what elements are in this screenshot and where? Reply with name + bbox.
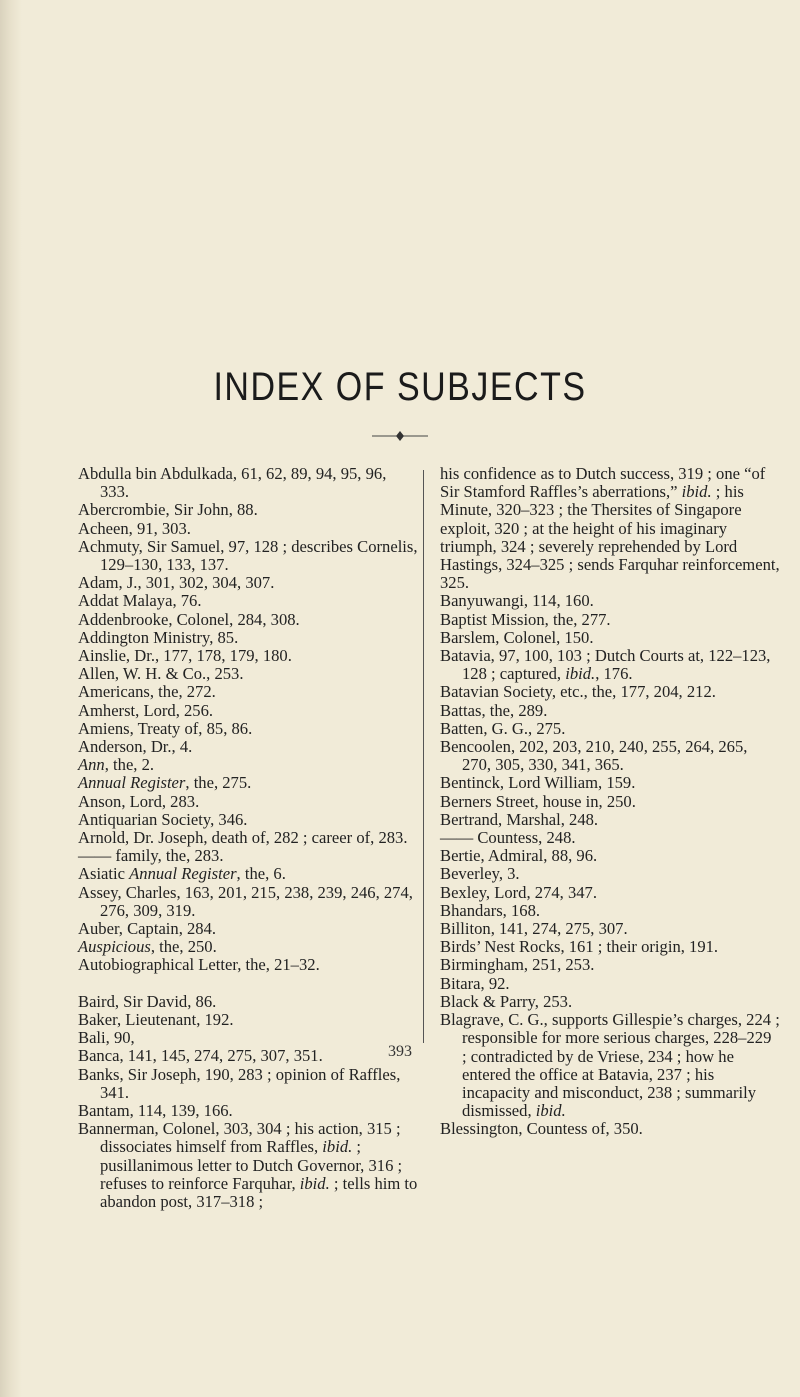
index-entry: Adam, J., 301, 302, 304, 307. <box>78 573 275 593</box>
index-entry: Baker, Lieutenant, 192. <box>78 1009 234 1029</box>
index-entry: Autobiographical Letter, the, 21–32. <box>78 955 320 975</box>
index-column-right <box>440 465 780 1139</box>
index-entry: Addat Malaya, 76. <box>78 591 202 611</box>
index-entry: Billiton, 141, 274, 275, 307. <box>440 919 628 939</box>
index-entry: Bertie, Admiral, 88, 96. <box>440 846 598 866</box>
index-entry: Amherst, Lord, 256. <box>78 700 214 720</box>
index-entry: Batavian Society, etc., the, 177, 204, 212. <box>440 682 716 702</box>
index-entry: Amiens, Treaty of, 85, 86. <box>78 718 253 738</box>
index-entry: Beverley, 3. <box>440 864 520 884</box>
index-entry: Bhandars, 168. <box>440 900 541 920</box>
index-entry: Bitara, 92. <box>440 973 510 993</box>
index-entry: Arnold, Dr. Joseph, death of, 282 ; career of, 283. <box>78 828 408 848</box>
index-entry: Bali, 90, <box>78 1028 135 1048</box>
index-entry: Assey, Charles, 163, 201, 215, 238, 239, 246, 274, 276, 309, 319. <box>78 882 413 920</box>
index-entry: Asiatic Annual Register, the, 6. <box>78 864 286 884</box>
index-entry: Bentinck, Lord William, 159. <box>440 773 636 793</box>
index-entry: Banyuwangi, 114, 160. <box>440 591 594 611</box>
index-entry: Bexley, Lord, 274, 347. <box>440 882 598 902</box>
index-entry: Anson, Lord, 283. <box>78 791 200 811</box>
index-entry: —— Countess, 248. <box>440 828 576 848</box>
index-column-left <box>78 465 418 1211</box>
page-edge <box>0 0 22 1397</box>
index-entry: Anderson, Dr., 4. <box>78 737 193 757</box>
index-entry: Battas, the, 289. <box>440 700 548 720</box>
index-entry: Addenbrooke, Colonel, 284, 308. <box>78 609 300 629</box>
index-entry: Auspicious, the, 250. <box>78 937 217 957</box>
index-entry: Addington Ministry, 85. <box>78 627 239 647</box>
page-number: 393 <box>388 1043 412 1060</box>
column-divider <box>423 470 424 1043</box>
index-entry: Banks, Sir Joseph, 190, 283 ; opinion of Raffles, 341. <box>78 1064 401 1102</box>
index-entry: Abdulla bin Abdulkada, 61, 62, 89, 94, 95, 96, 333. <box>78 464 387 502</box>
page-title: INDEX OF SUBJECTS <box>213 364 587 410</box>
divider-ornament <box>372 430 428 442</box>
index-entry: Annual Register, the, 275. <box>78 773 252 793</box>
index-entry: Blessington, Countess of, 350. <box>440 1119 643 1139</box>
index-entry: Birmingham, 251, 253. <box>440 955 595 975</box>
index-entry: Barslem, Colonel, 150. <box>440 627 594 647</box>
index-entry: Ainslie, Dr., 177, 178, 179, 180. <box>78 646 292 666</box>
index-entry-continuation: his confidence as to Dutch success, 319 ; one “of Sir Stamford Raffles’s aberrations,” ibid. ; his Minute, 320–323 ; the Thersites of Singapore exploit, 320 ; at the height of his imaginary triumph, 324 ; severely reprehended by Lord Hastings, 324–325 ; sends Farquhar reinforcement, 325. <box>440 464 780 593</box>
index-entry: Bantam, 114, 139, 166. <box>78 1100 233 1120</box>
index-entry: Bertrand, Marshal, 248. <box>440 809 599 829</box>
index-entry: Blagrave, C. G., supports Gillespie’s charges, 224 ; responsible for more serious charges, 228–229 ; contradicted by de Vriese, 234 ; how he entered the office at Batavia, 237 ; his incapacity and misconduct, 238 ; summarily dismissed, ibid. <box>440 1010 780 1121</box>
section-gap <box>78 975 418 993</box>
index-entry: Auber, Captain, 284. <box>78 919 217 939</box>
index-entry: Bencoolen, 202, 203, 210, 240, 255, 264, 265, 270, 305, 330, 341, 365. <box>440 737 748 775</box>
index-entry: Baird, Sir David, 86. <box>78 991 217 1011</box>
index-entry: Banca, 141, 145, 274, 275, 307, 351. <box>78 1046 323 1066</box>
index-entry: Baptist Mission, the, 277. <box>440 609 611 629</box>
index-entry: Ann, the, 2. <box>78 755 155 775</box>
index-entry: Berners Street, house in, 250. <box>440 791 636 811</box>
index-entry: Acheen, 91, 303. <box>78 518 191 538</box>
index-entry: —— family, the, 283. <box>78 846 224 866</box>
index-entry: Batten, G. G., 275. <box>440 718 566 738</box>
index-entry: Allen, W. H. & Co., 253. <box>78 664 244 684</box>
index-entry: Antiquarian Society, 346. <box>78 809 248 829</box>
index-entry: Achmuty, Sir Samuel, 97, 128 ; describes Cornelis, 129–130, 133, 137. <box>78 536 418 575</box>
index-entry: Batavia, 97, 100, 103 ; Dutch Courts at, 122–123, 128 ; captured, ibid., 176. <box>440 646 771 684</box>
index-entry: Bannerman, Colonel, 303, 304 ; his action, 315 ; dissociates himself from Raffles, ibid. ; pusillanimous letter to Dutch Governor, 316 ; refuses to reinforce Farquhar, ibid. ; tells him to abandon post, 317–318 ; <box>78 1119 418 1211</box>
index-entry: Black & Parry, 253. <box>440 991 573 1011</box>
index-entry: Birds’ Nest Rocks, 161 ; their origin, 191. <box>440 937 719 957</box>
index-entry: Abercrombie, Sir John, 88. <box>78 500 258 520</box>
index-entry: Americans, the, 272. <box>78 682 216 702</box>
